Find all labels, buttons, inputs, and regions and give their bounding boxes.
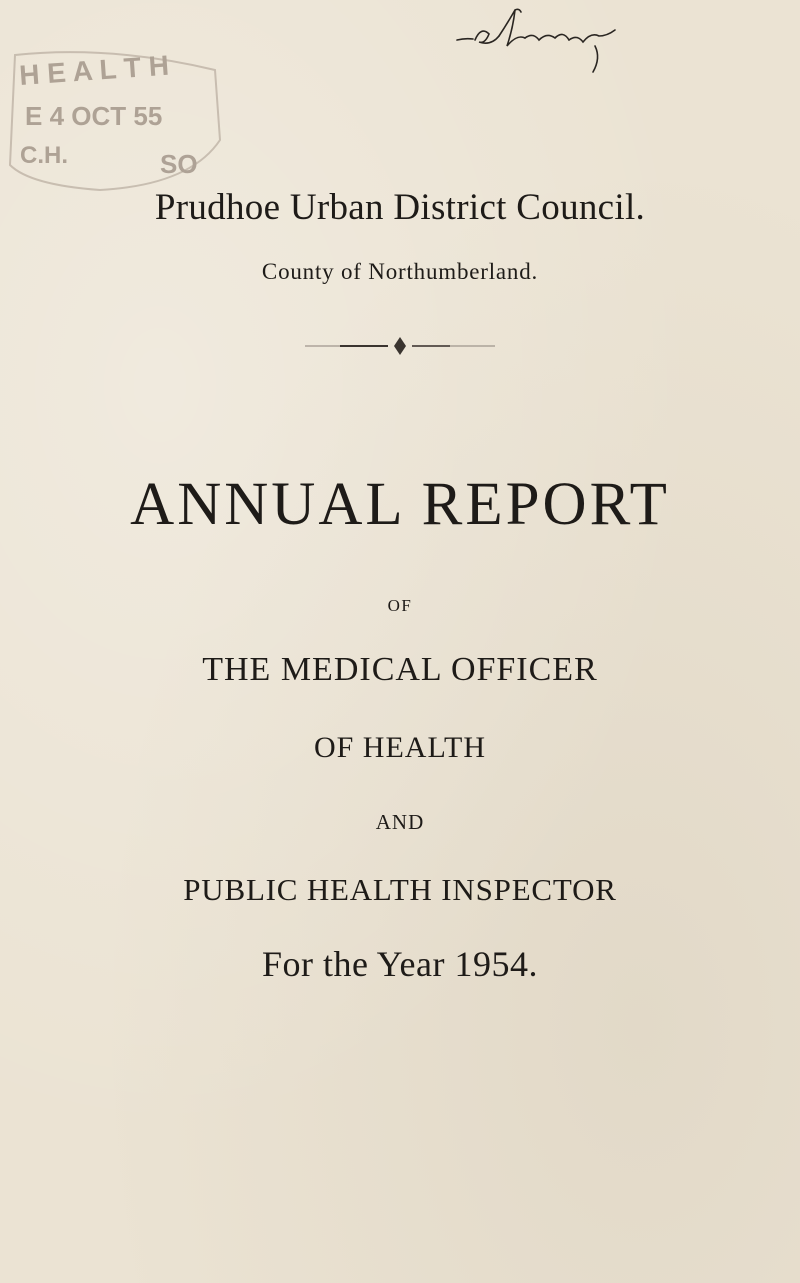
svg-text:E 4 OCT 55: E 4 OCT 55 [25, 101, 163, 131]
subject-health-inspector: PUBLIC HEALTH INSPECTOR [183, 872, 617, 907]
svg-text:C.H.: C.H. [20, 142, 68, 169]
subject-medical-officer: THE MEDICAL OFFICER [202, 651, 598, 688]
svg-text:SO: SO [160, 149, 198, 179]
svg-text:H E A L T H: H E A L T H [18, 49, 170, 91]
signature-icon [455, 6, 625, 76]
report-title: ANNUAL REPORT [130, 471, 670, 538]
county-name: County of Northumberland. [261, 259, 539, 284]
title-of: OF [387, 596, 413, 615]
council-name: Prudhoe Urban District Council. [154, 187, 646, 228]
diamond-rule-ornament-icon [300, 334, 500, 358]
title-and: AND [375, 810, 425, 834]
received-stamp [0, 45, 240, 195]
subject-of-health: OF HEALTH [313, 731, 487, 764]
report-year: For the Year 1954. [262, 944, 538, 984]
